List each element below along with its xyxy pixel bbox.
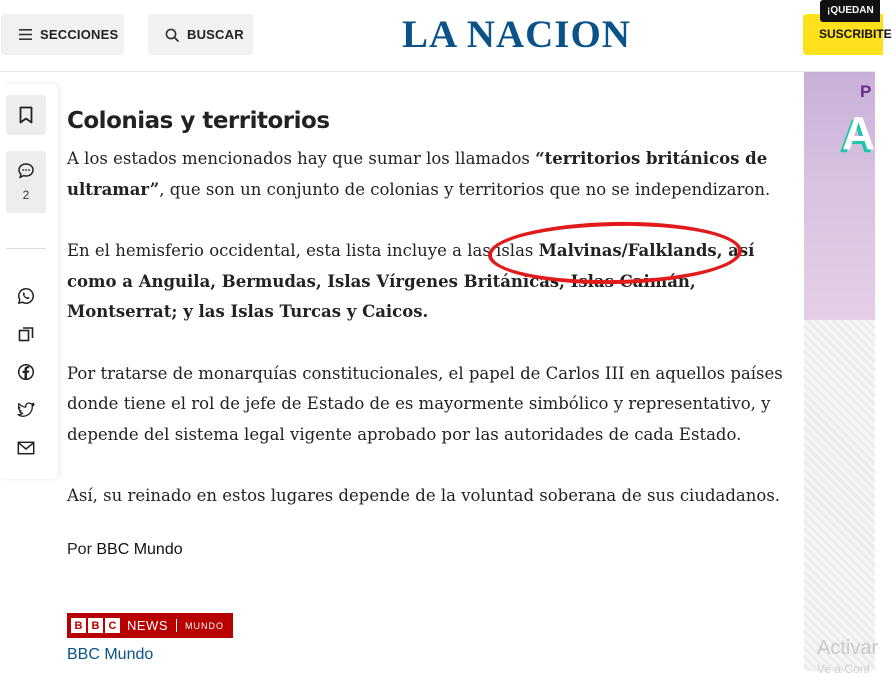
section-heading: Colonias y territorios: [67, 108, 330, 134]
bbc-letter: C: [105, 618, 120, 633]
ad-text: P: [860, 82, 872, 101]
activation-watermark-sub: Ve a Conf: [817, 662, 870, 676]
byline-source: BBC Mundo: [96, 540, 183, 558]
advertisement[interactable]: [804, 72, 875, 320]
byline: [67, 541, 797, 559]
search-label: BUSCAR: [187, 27, 244, 42]
toolbar-divider: [6, 248, 46, 249]
comment-count: 2: [22, 188, 30, 202]
facebook-icon[interactable]: [16, 362, 36, 382]
article-body: [67, 108, 797, 663]
p2-text: En el hemisferio occidental, esta lista incluye a las islas: [67, 241, 539, 260]
search-icon: [165, 28, 179, 42]
whatsapp-icon[interactable]: [16, 286, 36, 306]
source-link[interactable]: BBC Mundo: [67, 646, 154, 663]
bbc-news-text: NEWS: [127, 618, 168, 633]
byline-prefix: Por: [67, 540, 97, 558]
bookmark-button[interactable]: [6, 95, 46, 135]
subscribe-button[interactable]: SUSCRIBITE: [803, 14, 883, 55]
ad-placeholder: [804, 320, 875, 671]
promo-badge: ¡QUEDAN: [820, 0, 880, 22]
sections-label: SECCIONES: [40, 27, 119, 42]
activation-watermark: Activar: [817, 637, 879, 659]
email-icon[interactable]: [16, 438, 36, 458]
share-toolbar: [0, 84, 58, 479]
site-header: [0, 0, 892, 72]
twitter-icon[interactable]: [16, 400, 36, 420]
p2-bold: Malvinas/Falklands, así como a Anguila, Bermudas, Islas Vírgenes Británicas, Islas Caimán, Montserrat; y las Islas Turcas y Caicos.: [67, 241, 755, 321]
paragraph-western-hemisphere: [67, 236, 797, 328]
copy-link-icon[interactable]: [16, 324, 36, 344]
ad-headline: A: [842, 107, 876, 159]
bbc-letter: B: [88, 618, 103, 633]
comment-icon: [17, 162, 35, 180]
p1-text-end: , que son un conjunto de colonias y territorios que no se independizaron.: [159, 179, 771, 199]
bookmark-icon: [19, 106, 33, 124]
search-button[interactable]: [148, 14, 253, 55]
bbc-mundo-text: MUNDO: [185, 620, 224, 631]
menu-icon: [19, 29, 32, 40]
comments-button[interactable]: [6, 151, 46, 213]
bbc-divider: [176, 619, 177, 632]
site-logo[interactable]: LA NACION: [402, 13, 631, 56]
p1-bold: “territorios británicos de ultramar”: [67, 149, 768, 199]
paragraph-monarchies: Por tratarse de monarquías constitucionales, el papel de Carlos III en aquellos países donde tiene el rol de jefe de Estado de es mayormente simbólico y representativo, y depende del sistema legal vigente aprobado por las autoridades de cada Estado.: [67, 363, 783, 444]
bbc-letter: B: [71, 618, 86, 633]
paragraph-reign: Así, su reinado en estos lugares depende de la voluntad soberana de sus ciudadanos.: [67, 486, 781, 505]
sections-button[interactable]: [1, 14, 124, 55]
paragraph-territories: [67, 144, 797, 205]
p1-text: A los estados mencionados hay que sumar los llamados: [67, 149, 536, 168]
bbc-news-mundo-logo[interactable]: [67, 613, 233, 638]
